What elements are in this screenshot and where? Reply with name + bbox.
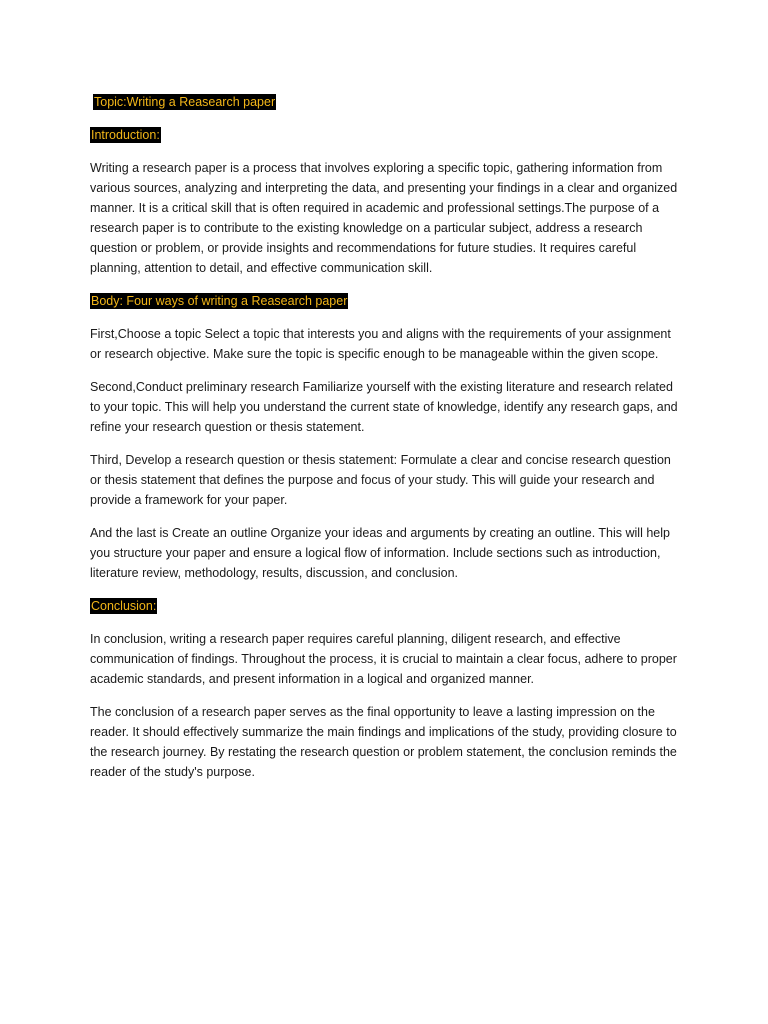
conclusion-heading-line (90, 596, 682, 616)
topic-heading-line (90, 92, 682, 112)
body-paragraph-first: First,Choose a topic Select a topic that interests you and aligns with the requirements of your assignment or research objective. Make sure the topic is specific enough to be manageable within the given scope. (90, 327, 671, 361)
body-paragraph-third: Third, Develop a research question or thesis statement: Formulate a clear and concise research question or thesis statement that defines the purpose and focus of your study. This will guide your research and provide a framework for your paper. (90, 453, 671, 507)
body-heading: Body: Four ways of writing a Reasearch paper (91, 294, 348, 308)
introduction-heading-line (90, 125, 682, 145)
body-paragraph-second: Second,Conduct preliminary research Familiarize yourself with the existing literature and research related to your topic. This will help you understand the current state of knowledge, identify any research gaps, and refine your research question or thesis statement. (90, 380, 678, 434)
conclusion-paragraph-2: The conclusion of a research paper serves as the final opportunity to leave a lasting impression on the reader. It should effectively summarize the main findings and implications of the study, providing closure to the research journey. By restating the research question or problem statement, the conclusion reminds the reader of the study's purpose. (90, 705, 677, 779)
conclusion-paragraph-1: In conclusion, writing a research paper requires careful planning, diligent research, and effective communication of findings. Throughout the process, it is crucial to maintain a clear focus, adhere to proper academic standards, and present information in a logical and organized manner. (90, 632, 677, 686)
body-paragraph-last: And the last is Create an outline Organize your ideas and arguments by creating an outline. This will help you structure your paper and ensure a logical flow of information. Include sections such as introduction, literature review, methodology, results, discussion, and conclusion. (90, 526, 670, 580)
introduction-heading: Introduction: (91, 128, 160, 142)
conclusion-heading: Conclusion: (91, 599, 157, 613)
document-page (90, 92, 682, 795)
body-heading-line (90, 291, 682, 311)
introduction-paragraph: Writing a research paper is a process that involves exploring a specific topic, gathering information from various sources, analyzing and interpreting the data, and presenting your findings in a clear and organized manner. It is a critical skill that is often required in academic and professional settings.The purpose of a research paper is to contribute to the existing knowledge on a particular subject, address a research question or problem, or provide insights and recommendations for future studies. It requires careful planning, attention to detail, and effective communication skill. (90, 161, 678, 275)
topic-heading: Topic:Writing a Reasearch paper (94, 95, 276, 109)
